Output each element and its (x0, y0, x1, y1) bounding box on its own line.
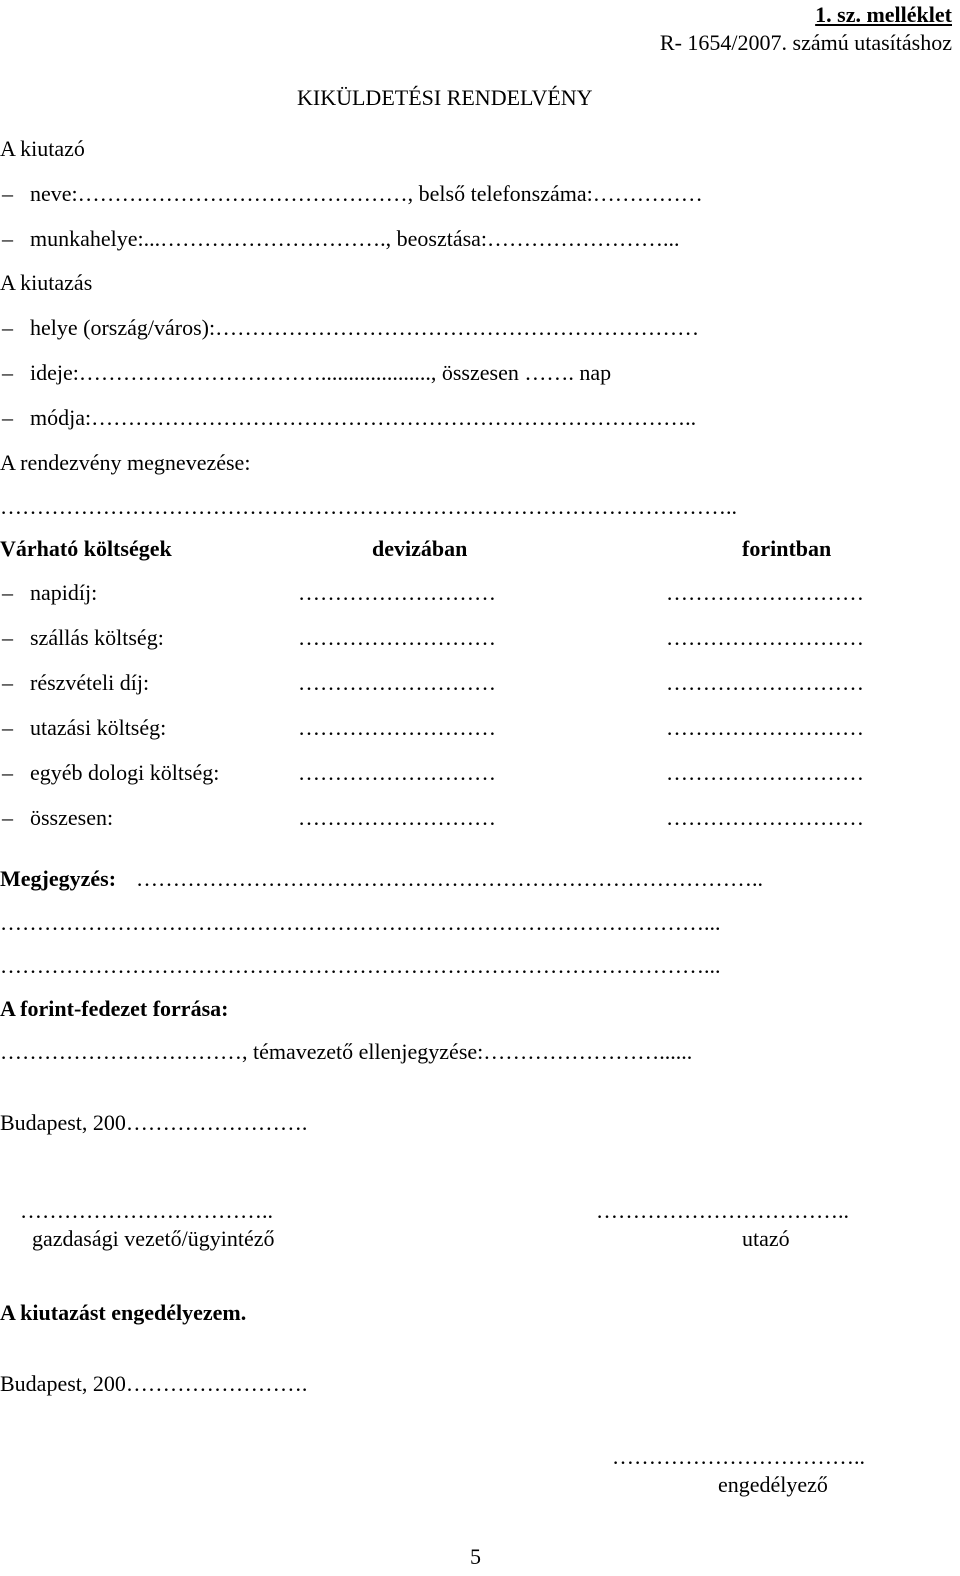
approver-signature-line[interactable]: …………………………….. (612, 1444, 865, 1469)
cost-huf-field[interactable]: ……………………… (666, 625, 864, 650)
costs-heading: Várható költségek (0, 536, 172, 561)
trip-place-field[interactable]: helye (ország/város):………………………………………………………… (30, 315, 700, 340)
trip-mode-field[interactable]: módja:……………………………………………………………………….. (30, 405, 697, 430)
cost-currency-field[interactable]: ……………………… (298, 625, 496, 650)
bullet-dash: – (2, 625, 13, 650)
attachment-label: 1. sz. melléklet (815, 2, 952, 27)
traveller-name-field[interactable]: neve:………………………………………, belső telefonszáma:…………… (30, 181, 703, 206)
cost-huf-field[interactable]: ……………………… (666, 805, 864, 830)
cost-currency-field[interactable]: ……………………… (298, 715, 496, 740)
cost-huf-field[interactable]: ……………………… (666, 580, 864, 605)
signature-line-left[interactable]: …………………………….. (20, 1198, 273, 1223)
cost-currency-field[interactable]: ……………………… (298, 580, 496, 605)
column-huf-header: forintban (742, 536, 832, 561)
bullet-dash: – (2, 181, 13, 206)
approver-label: engedélyező (718, 1472, 828, 1497)
funding-heading: A forint-fedezet forrása: (0, 996, 229, 1021)
cost-row-label: utazási költség: (30, 715, 167, 740)
place-date-field[interactable]: Budapest, 200……………………. (0, 1110, 308, 1135)
notes-field[interactable]: ……………………………………………………………………………………... (0, 953, 721, 978)
notes-label: Megjegyzés: (0, 866, 117, 891)
notes-field[interactable]: ………………………………………………………………………….. (136, 866, 763, 891)
reference-text: R- 1654/2007. számú utasításhoz (659, 30, 952, 55)
cost-row-label: egyéb dologi költség: (30, 760, 220, 785)
bullet-dash: – (2, 670, 13, 695)
event-heading: A rendezvény megnevezése: (0, 450, 251, 475)
bullet-dash: – (2, 760, 13, 785)
bullet-dash: – (2, 805, 13, 830)
page-number: 5 (470, 1544, 481, 1569)
approval-statement: A kiutazást engedélyezem. (0, 1300, 247, 1325)
bullet-dash: – (2, 315, 13, 340)
bullet-dash: – (2, 405, 13, 430)
traveller-workplace-field[interactable]: munkahelye:...…………………………., beosztása:……………………... (30, 226, 680, 251)
bullet-dash: – (2, 580, 13, 605)
bullet-dash: – (2, 226, 13, 251)
traveller-heading: A kiutazó (0, 136, 85, 161)
cost-row-label: összesen: (30, 805, 114, 830)
signature-line-right[interactable]: …………………………….. (596, 1198, 849, 1223)
cost-row-label: szállás költség: (30, 625, 164, 650)
event-name-field[interactable]: ……………………………………………………………………………………….. (0, 494, 737, 519)
signature-label-left: gazdasági vezető/ügyintéző (32, 1226, 275, 1251)
trip-time-field[interactable]: ideje:……………………………...................., összesen ……. nap (30, 360, 612, 385)
place-date-field[interactable]: Budapest, 200……………………. (0, 1371, 308, 1396)
cost-huf-field[interactable]: ……………………… (666, 760, 864, 785)
bullet-dash: – (2, 715, 13, 740)
bullet-dash: – (2, 360, 13, 385)
cost-huf-field[interactable]: ……………………… (666, 670, 864, 695)
cost-currency-field[interactable]: ……………………… (298, 805, 496, 830)
cost-currency-field[interactable]: ……………………… (298, 760, 496, 785)
notes-field[interactable]: ……………………………………………………………………………………... (0, 910, 721, 935)
cost-row-label: napidíj: (30, 580, 98, 605)
funding-field[interactable]: ……………………………, témavezető ellenjegyzése:……………………...... (0, 1039, 693, 1064)
signature-label-right: utazó (742, 1226, 790, 1251)
cost-currency-field[interactable]: ……………………… (298, 670, 496, 695)
cost-huf-field[interactable]: ……………………… (666, 715, 864, 740)
cost-row-label: részvételi díj: (30, 670, 150, 695)
trip-heading: A kiutazás (0, 270, 93, 295)
document-title: KIKÜLDETÉSI RENDELVÉNY (297, 85, 593, 110)
column-currency-header: devizában (372, 536, 468, 561)
